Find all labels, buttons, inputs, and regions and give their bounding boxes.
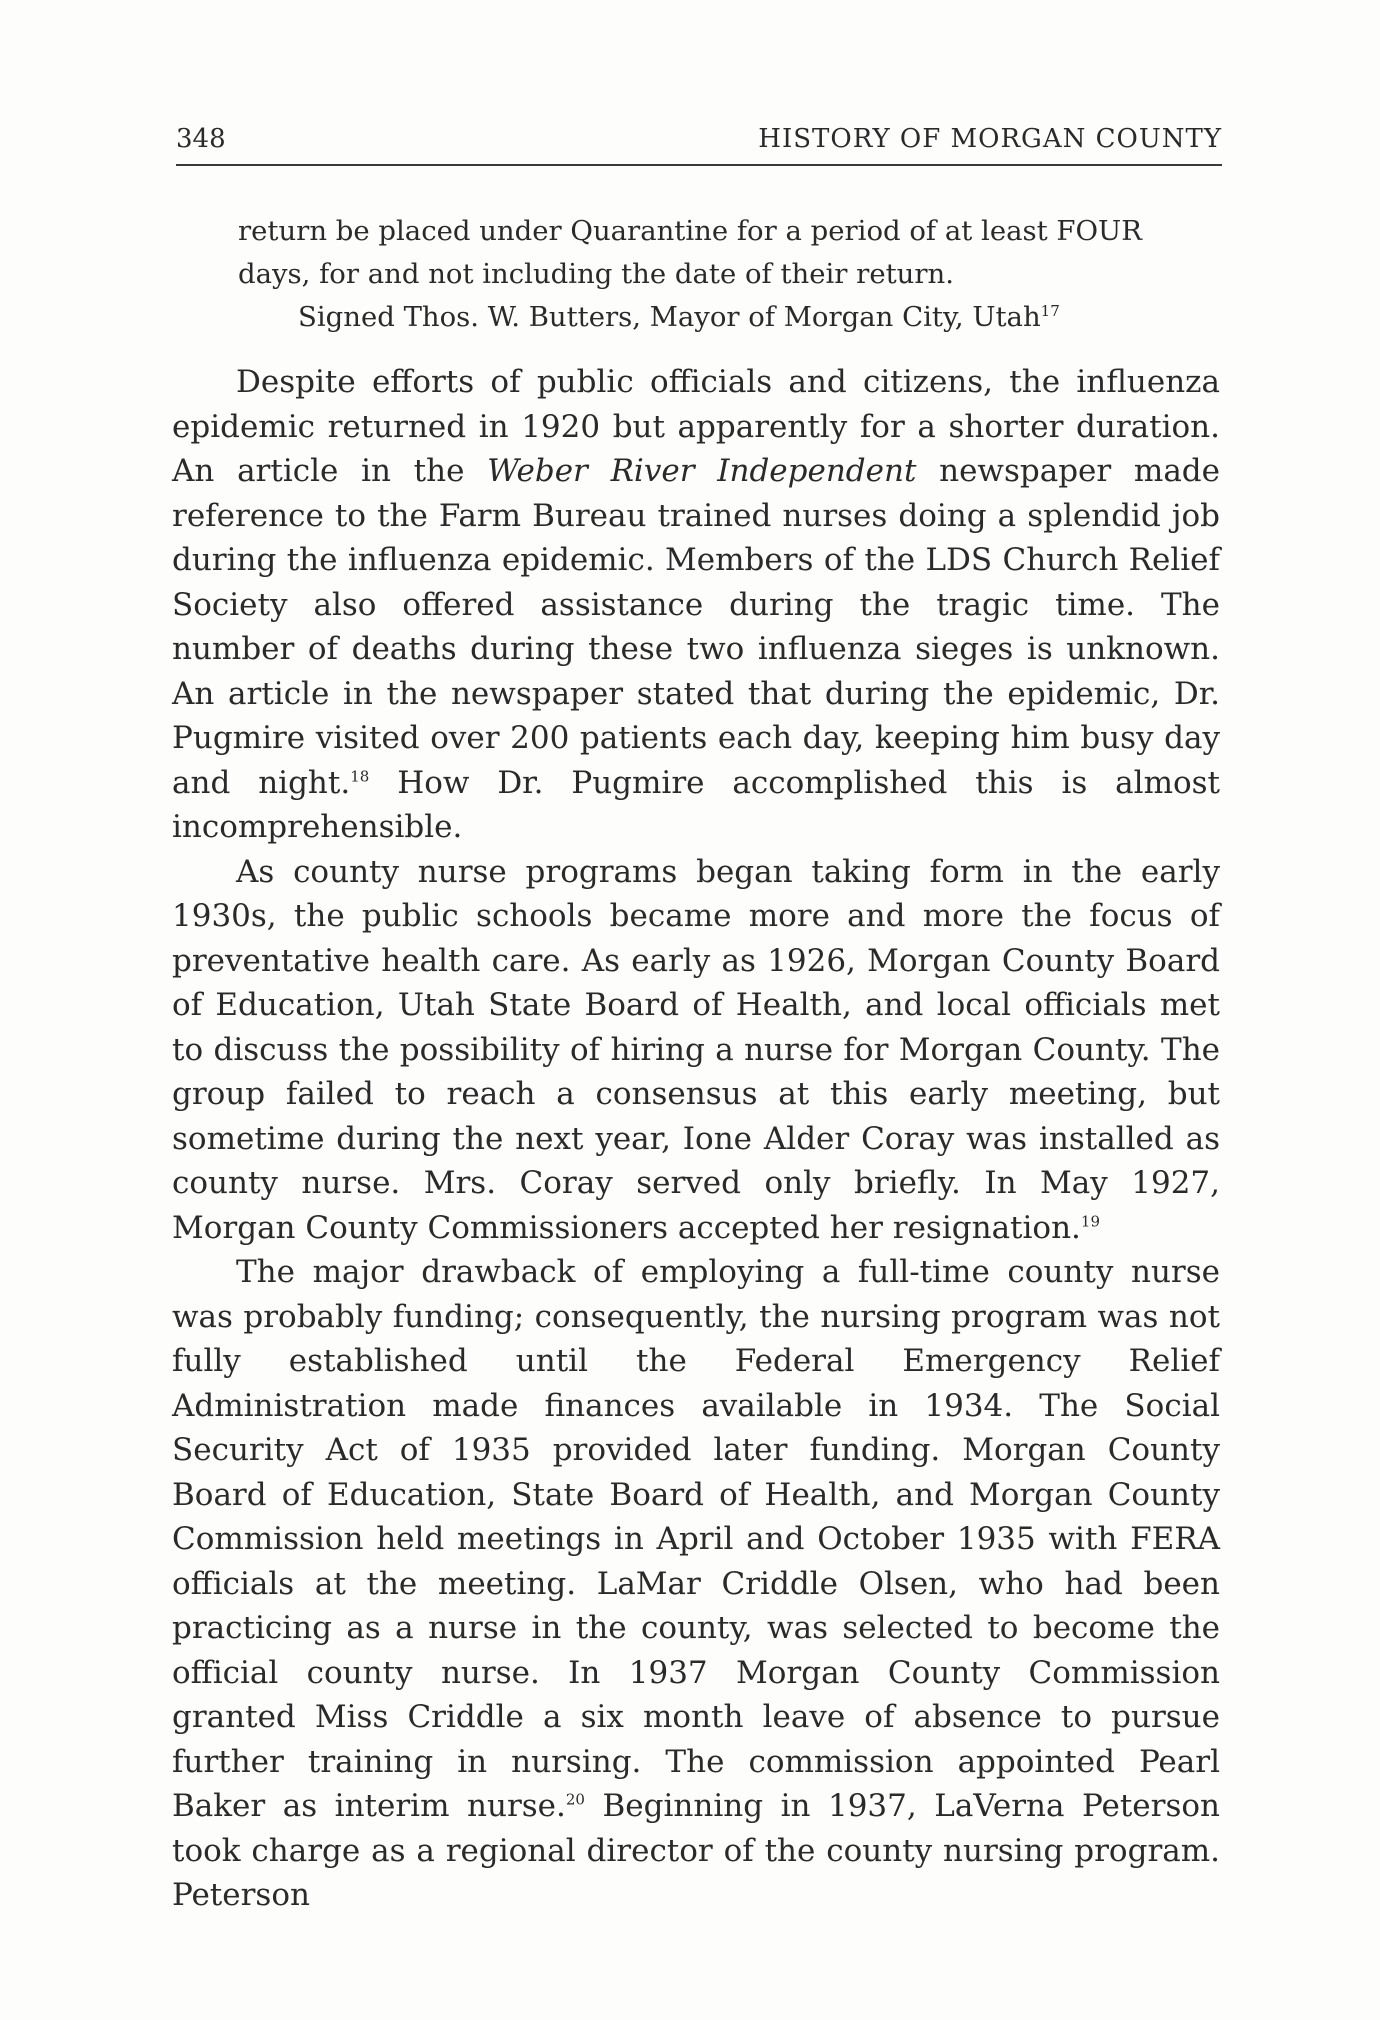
quote-text: return be placed under Quarantine for a period of at least FOUR days, for and not including the date of their return. (238, 215, 1142, 290)
running-head: HISTORY OF MORGAN COUNTY (758, 124, 1222, 154)
page-number: 348 (176, 124, 226, 154)
paragraph-influenza (172, 360, 1220, 850)
footnote-ref-18: 18 (350, 767, 370, 786)
footnote-ref-20: 20 (565, 1790, 585, 1809)
paragraph-text: The major drawback of employing a full-time county nurse was probably funding; consequently, the nursing program was not fully established until the Federal Emergency Relief Administration made finances available in 1934. The Social Security Act of 1935 provided later funding. Morgan County Board of Education, State Board of Health, and Morgan County Commission held meetings in April and October 1935 with FERA officials at the meeting. LaMar Criddle Olsen, who had been practicing as a nurse in the county, was selected to become the official county nurse. In 1937 Morgan County Commission granted Miss Criddle a six month leave of absence to pursue further training in nursing. The commission appointed Pearl Baker as interim nurse. (172, 1254, 1220, 1824)
paragraph-text: Beginning in 1937, LaVerna Peterson took charge as a regional director of the county nursing program. Peterson (172, 1788, 1220, 1913)
page-header (176, 118, 1222, 166)
quoted-proclamation (238, 210, 1178, 339)
paragraph-text: As county nurse programs began taking form in the early 1930s, the public schools became more and more the focus of preventative health care. As early as 1926, Morgan County Board of Education, Utah State Board of Health, and local officials met to discuss the possibility of hiring a nurse for Morgan County. The group failed to reach a consensus at this early meeting, but sometime during the next year, Ione Alder Coray was installed as county nurse. Mrs. Coray served only briefly. In May 1927, Morgan County Commissioners accepted her resignation. (172, 853, 1220, 1246)
quote-signature (238, 296, 1178, 339)
footnote-ref-17: 17 (1040, 301, 1060, 320)
paragraph-county-nurse (172, 850, 1220, 1251)
paragraph-text: How Dr. Pugmire accomplished this is almost incomprehensible. (172, 764, 1220, 845)
newspaper-title: Weber River Independent (487, 453, 917, 489)
paragraph-text: newspaper made reference to the Farm Bureau trained nurses doing a splendid job during the influenza epidemic. Members of the LDS Church Relief Society also offered assistance during the tragic time. The number of deaths during these two influenza sieges is unknown. An article in the newspaper stated that during the epidemic, Dr. Pugmire visited over 200 patients each day, keeping him busy day and night. (172, 453, 1220, 801)
footnote-ref-19: 19 (1080, 1212, 1100, 1231)
paragraph-funding (172, 1250, 1220, 1918)
paragraph-text: Despite efforts of public officials and citizens, the influenza epidemic returned in 1920 but apparently for a shorter duration. An article in the (172, 364, 1220, 489)
signature-text: Signed Thos. W. Butters, Mayor of Morgan City, Utah (298, 301, 1041, 333)
body-text (172, 360, 1220, 1918)
